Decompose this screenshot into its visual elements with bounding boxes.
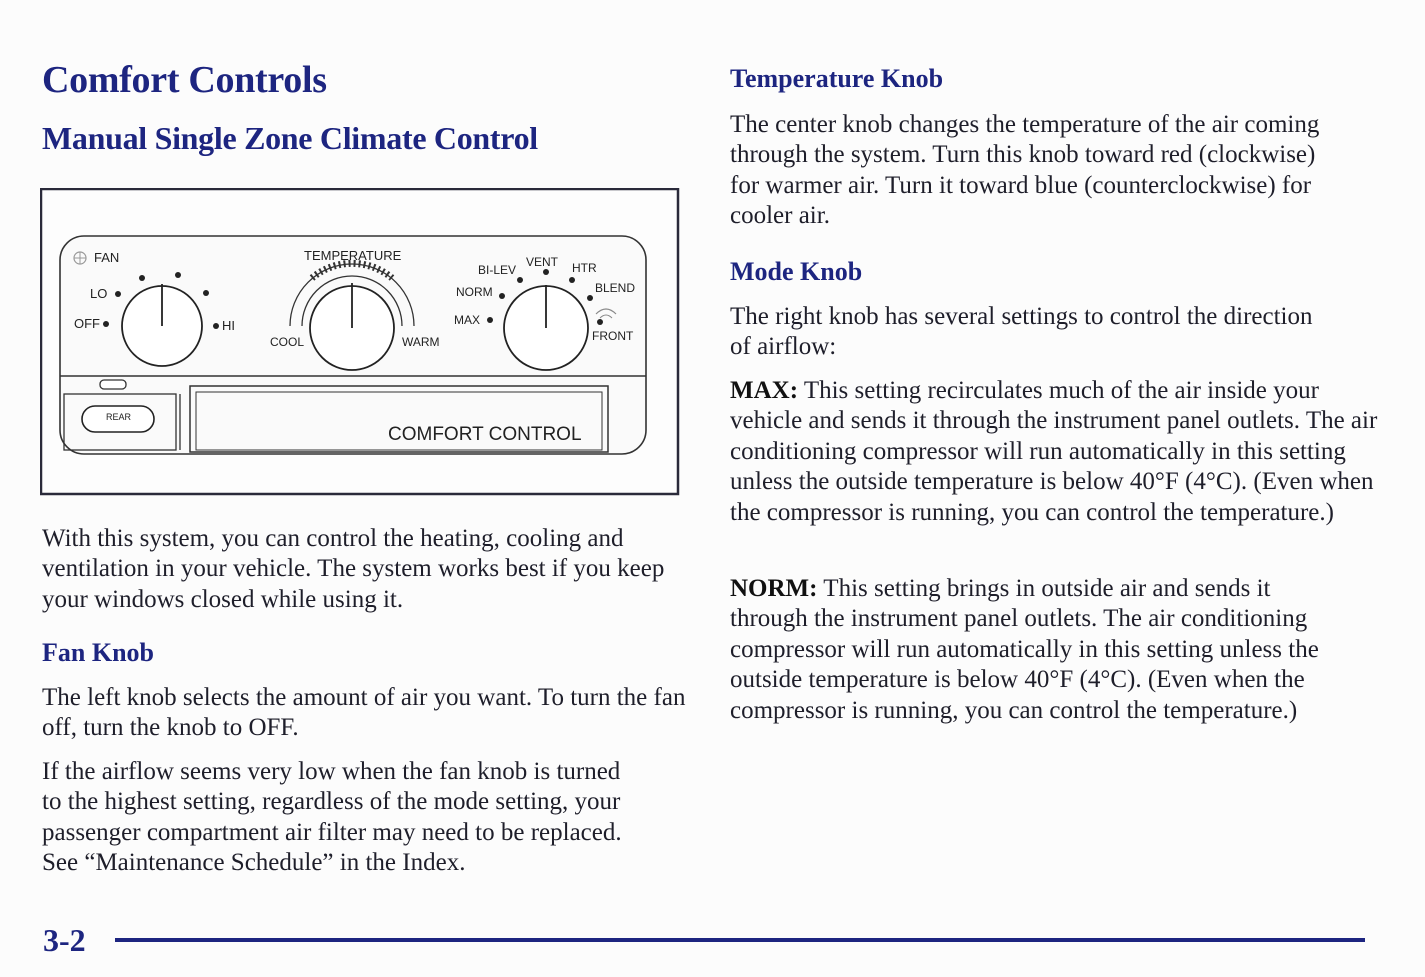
page-title: Comfort Controls bbox=[42, 59, 327, 101]
rear-defog-label: REAR bbox=[106, 412, 132, 422]
norm-setting-paragraph bbox=[730, 574, 1330, 726]
mode-max-label: MAX bbox=[454, 313, 481, 327]
fan-label: FAN bbox=[94, 250, 120, 265]
climate-control-illustration bbox=[40, 188, 680, 496]
footer-rule bbox=[115, 938, 1365, 942]
mode-htr-label: HTR bbox=[572, 261, 597, 275]
norm-term: NORM: bbox=[730, 575, 818, 602]
indicator-light bbox=[100, 380, 126, 389]
temperature-knob-heading: Temperature Knob bbox=[730, 64, 944, 93]
section-title: Manual Single Zone Climate Control bbox=[42, 120, 538, 156]
intro-paragraph: With this system, you can control the heating, cooling and ventilation in your vehicle. The system works best if you keep your windows closed while using it. bbox=[42, 525, 665, 613]
fan-knob-paragraph-2: If the airflow seems very low when the fan knob is turned to the highest setting, regardless of the mode setting, your passenger compartment air filter may need to be replaced. See “Maintenance Schedule” in the Index. bbox=[42, 758, 622, 877]
mode-knob-heading: Mode Knob bbox=[730, 257, 863, 286]
max-term: MAX: bbox=[730, 377, 799, 404]
max-setting-paragraph bbox=[730, 376, 1385, 528]
fan-hi-label: HI bbox=[222, 318, 235, 333]
fan-knob-heading: Fan Knob bbox=[42, 638, 154, 667]
panel-label: COMFORT CONTROL bbox=[388, 424, 582, 445]
fan-icon bbox=[74, 252, 86, 264]
page-number: 3-2 bbox=[43, 922, 86, 958]
mode-bilev-label: BI-LEV bbox=[478, 263, 517, 277]
temperature-warm-label: WARM bbox=[402, 335, 440, 349]
mode-front-label: FRONT bbox=[592, 329, 634, 343]
mode-blend-label: BLEND bbox=[595, 281, 636, 295]
mode-vent-label: VENT bbox=[526, 255, 559, 269]
temperature-label: TEMPERATURE bbox=[304, 248, 402, 263]
fan-off-label: OFF bbox=[74, 316, 100, 331]
fan-knob-paragraph-1: The left knob selects the amount of air you want. To turn the fan off, turn the knob to OFF. bbox=[42, 684, 686, 742]
norm-text: This setting brings in outside air and sends it through the instrument panel outlets. The air conditioning compressor will run automatically in this setting unless the outside temperature is below 40°F (4°C). (Even when the compressor is running, you can control the temperature.) bbox=[730, 575, 1319, 724]
temperature-knob-paragraph: The center knob changes the temperature of the air coming through the system. Turn this knob toward red (clockwise) for warmer air. Turn it toward blue (counterclockwise) for cooler air. bbox=[730, 111, 1320, 230]
mode-knob-intro: The right knob has several settings to control the direction of airflow: bbox=[730, 303, 1313, 361]
climate-panel-drawing bbox=[40, 188, 680, 496]
max-text: This setting recirculates much of the air inside your vehicle and sends it through the instrument panel outlets. The air conditioning compressor will run automatically in this setting unless the outside temperature is below 40°F (4°C). (Even when the compressor is running, you can control the temperature.) bbox=[730, 377, 1378, 526]
fan-lo-label: LO bbox=[90, 286, 108, 301]
temperature-cool-label: COOL bbox=[270, 335, 305, 349]
mode-norm-label: NORM bbox=[456, 285, 493, 299]
